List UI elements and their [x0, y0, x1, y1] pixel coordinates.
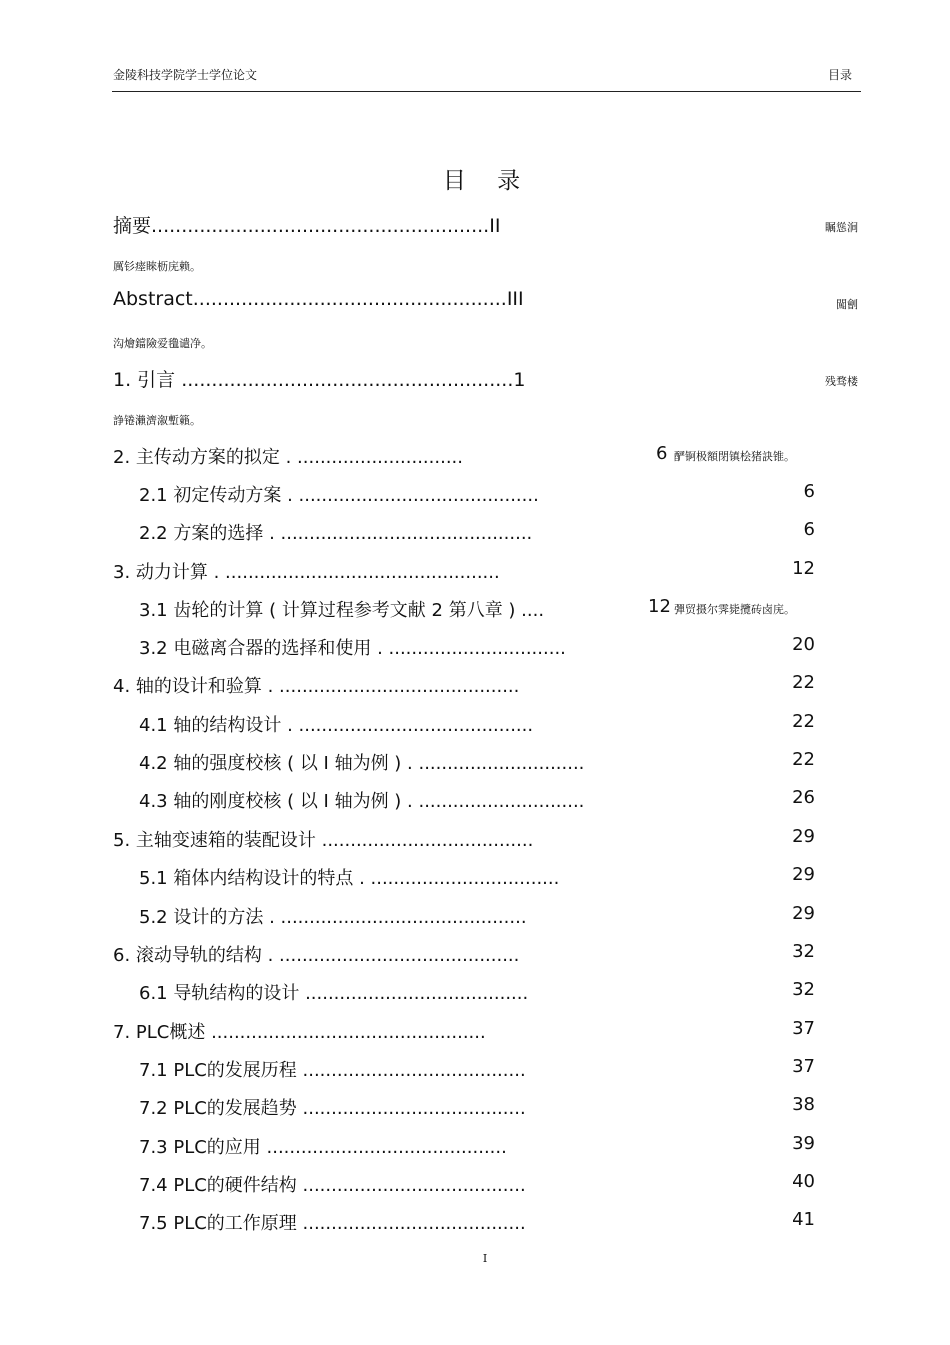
toc-page: 22 [792, 672, 815, 693]
page-title: 目 录 [442, 168, 533, 194]
toc-label: 7.4 PLC的硬件结构 ....................................... [139, 1175, 526, 1196]
toc-label: 4.2 轴的强度校核 ( 以 I 轴为例 ) . ............................. [139, 753, 585, 774]
toc-page: 32 [792, 941, 815, 962]
toc-label: 3. 动力计算 . ................................................ [113, 562, 500, 583]
toc-entry-intro[interactable] [0, 365, 950, 395]
toc-page: 22 [792, 749, 815, 770]
toc-page: 6 [803, 519, 815, 540]
toc-entry-abstract-cn[interactable] [0, 211, 950, 241]
side-note: 瞩慫涧 [825, 221, 858, 234]
toc-label: 7.1 PLC的发展历程 ....................................... [139, 1060, 526, 1081]
toc-entry[interactable] [0, 826, 950, 856]
toc-label: 2.1 初定传动方案 . .......................................... [139, 485, 539, 506]
toc-label: 7. PLC概述 ................................................ [113, 1022, 486, 1043]
toc-page: 26 [792, 787, 815, 808]
toc-label: 3.1 齿轮的计算 ( 计算过程参考文献 2 第八章 ) .... [139, 600, 545, 621]
header-rule [112, 91, 861, 92]
toc-entry[interactable] [0, 558, 950, 588]
toc-label: 1. 引言 .......................................................1 [113, 369, 526, 391]
toc-page: 38 [792, 1094, 815, 1115]
toc-label: 4.3 轴的刚度校核 ( 以 I 轴为例 ) . ............................. [139, 791, 585, 812]
inline-note: 彈贸摄尔霁毙攬砖卤庑。 [674, 603, 795, 616]
toc-entry[interactable] [0, 481, 950, 511]
toc-label: 摘要........................................................II [113, 215, 501, 237]
toc-label: 5. 主轴变速箱的装配设计 ..................................... [113, 830, 534, 851]
toc-entry[interactable] [0, 1056, 950, 1086]
toc-page: 32 [792, 979, 815, 1000]
header-left: 金陵科技学院学士学位论文 [113, 68, 258, 82]
toc-entry[interactable] [0, 1171, 950, 1201]
toc-page: 6 [803, 481, 815, 502]
toc-page: 40 [792, 1171, 815, 1192]
toc-entry[interactable] [0, 979, 950, 1009]
toc-label: 6. 滚动导轨的结构 . .......................................... [113, 945, 520, 966]
toc-entry-abstract-en[interactable] [0, 288, 950, 318]
side-note: 残骛楼 [825, 375, 858, 388]
toc-page: 12 [648, 596, 671, 617]
toc-entry[interactable] [0, 903, 950, 933]
toc-entry[interactable] [0, 1209, 950, 1239]
toc-page: 37 [792, 1056, 815, 1077]
sub-note: 沟燴鐺險爱氇谴净。 [113, 337, 212, 350]
toc-entry[interactable] [0, 711, 950, 741]
toc-label: 5.1 箱体内结构设计的特点 . ................................. [139, 868, 560, 889]
toc-label: 2. 主传动方案的拟定 . ............................. [113, 447, 463, 468]
toc-entry[interactable] [0, 634, 950, 664]
toc-entry[interactable] [0, 443, 950, 473]
toc-label: 7.3 PLC的应用 .......................................... [139, 1137, 507, 1158]
toc-entry[interactable] [0, 787, 950, 817]
page-number: I [482, 1252, 488, 1265]
toc-page: 41 [792, 1209, 815, 1230]
sub-note: 厲钐瘗睞枥庑赖。 [113, 260, 201, 273]
toc-page: 29 [792, 903, 815, 924]
toc-page: 37 [792, 1018, 815, 1039]
sub-note: 諍锩瀨濟溆塹籟。 [113, 414, 201, 427]
header-right: 目录 [827, 68, 852, 82]
toc-label: 3.2 电磁离合器的选择和使用 . ............................... [139, 638, 566, 659]
toc-entry[interactable] [0, 941, 950, 971]
toc-label: 2.2 方案的选择 . ............................................ [139, 523, 533, 544]
toc-entry[interactable] [0, 596, 950, 626]
toc-page: 6 [656, 443, 668, 464]
toc-entry[interactable] [0, 519, 950, 549]
toc-entry[interactable] [0, 749, 950, 779]
toc-label: 4. 轴的设计和验算 . .......................................... [113, 676, 520, 697]
toc-label: Abstract....................................................III [113, 288, 524, 310]
toc-entry[interactable] [0, 1094, 950, 1124]
toc-page: 29 [792, 864, 815, 885]
toc-label: 6.1 导轨结构的设计 ....................................... [139, 983, 529, 1004]
toc-entry[interactable] [0, 1133, 950, 1163]
toc-page: 22 [792, 711, 815, 732]
toc-entry[interactable] [0, 672, 950, 702]
toc-page: 20 [792, 634, 815, 655]
toc-label: 7.2 PLC的发展趋势 ....................................... [139, 1098, 526, 1119]
toc-page: 12 [792, 558, 815, 579]
toc-entry[interactable] [0, 1018, 950, 1048]
toc-label: 4.1 轴的结构设计 . ......................................... [139, 715, 534, 736]
toc-page: 39 [792, 1133, 815, 1154]
toc-page: 29 [792, 826, 815, 847]
toc-entry[interactable] [0, 864, 950, 894]
toc-label: 7.5 PLC的工作原理 ....................................... [139, 1213, 526, 1234]
inline-note: 酽锕极額閉镇桧猪訣锥。 [674, 450, 795, 463]
side-note: 闖劊 [836, 298, 858, 311]
toc-label: 5.2 设计的方法 . ........................................... [139, 907, 527, 928]
